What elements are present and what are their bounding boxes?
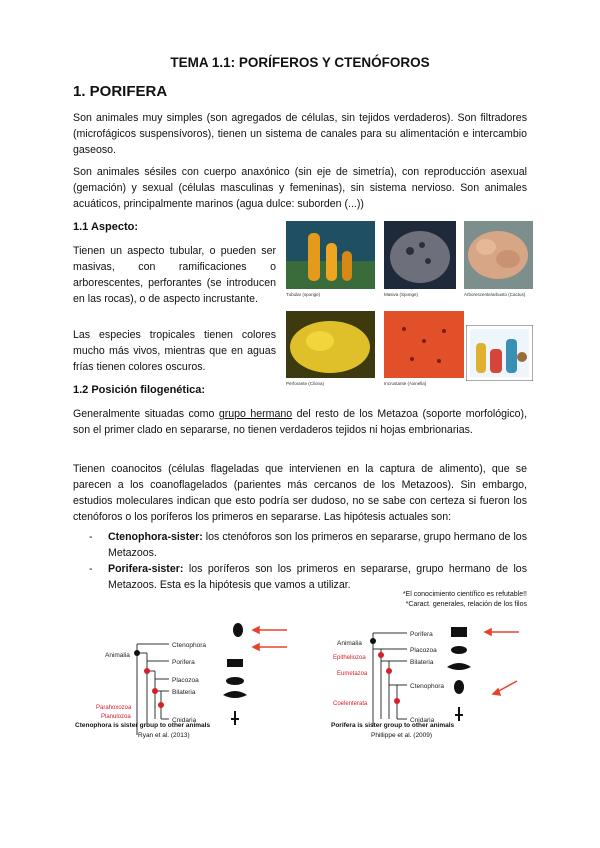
caption-tubular: Tubular (sponge) — [286, 292, 321, 297]
paragraph-aspect-forms: Tienen un aspecto tubular, o pueden ser masivas, con ramificaciones o arborescentes, perforantes (se introducen en las rocas), o de aspecto incrustante. — [73, 245, 276, 305]
tree2-taxon-placozoa: Placozoa — [410, 647, 437, 654]
ctenophora-silhouette-icon — [233, 623, 243, 637]
bilateria-silhouette-icon — [447, 663, 471, 670]
sponge-photo-grid — [286, 221, 533, 386]
placozoa-silhouette-icon — [226, 677, 244, 685]
cnidaria-silhouette-icon — [231, 711, 239, 725]
tree2-clade-epitheliozoa: Epitheliozoa — [333, 655, 366, 661]
subheading-phylogeny: 1.2 Posición filogenética: — [73, 384, 206, 396]
note-general-characteristics: *Caract. generales, relación de los filos — [405, 601, 527, 608]
tree1-taxon-bilateria: Bilateria — [172, 689, 196, 696]
caption-massive: Masiva (Sponge) — [384, 292, 419, 297]
caption-encrusting: Incrustante (Axinella) — [384, 381, 427, 386]
paragraph-choanocytes: Tienen coanocitos (células flageladas que intervienen en la captura de alimento), que se parecen a los coanoflagelados (parientes más cercanos de los Metazoos). Sin embargo, estudios moleculares indican que esto podría ser dudoso, no se sabe con certeza si fueron los ctenóforos o los poríferos los primeros en separarse. Las hipótesis actuales son: — [73, 463, 527, 523]
sister-group-term: grupo hermano — [218, 408, 293, 420]
massive-sponge-photo — [384, 221, 456, 289]
tree2-taxon-porifera: Porifera — [410, 631, 433, 638]
bullet-porifera-sister: - Porifera-sister: los poríferos son los primeros en separarse, grupo hermano de los Metazoos. Esta es la hipótesis que vamos a utilizar. — [89, 563, 527, 591]
caption-boring: Perforante (Cliona) — [286, 381, 325, 386]
tree1-taxon-porifera: Porifera — [172, 659, 195, 666]
tree2-citation: Phillippe et al. (2009) — [371, 732, 433, 739]
encrusting-sponge-photo — [384, 311, 464, 378]
tree1-clade-planulozoa: Planulozoa — [101, 714, 131, 720]
tree1-caption: Ctenophora is sister group to other animals — [75, 722, 211, 729]
tree1-citation: Ryan et al. (2013) — [138, 732, 190, 739]
paragraph-intro: Son animales muy simples (son agregados de células, sin tejidos verdaderos). Son filtradores (microfágicos suspensívoros), tienen un sistema de canales para su alimentación e intercambio gaseoso. — [73, 112, 527, 156]
page-title: TEMA 1.1: PORÍFEROS Y CTENÓFOROS — [170, 55, 430, 70]
tree2-clade-coelenterata: Coelenterata — [333, 701, 368, 707]
tubular-sponge-photo — [286, 221, 375, 289]
tree1-taxon-placozoa: Placozoa — [172, 677, 199, 684]
tree2-taxon-cnidaria: Cnidaria — [410, 717, 435, 724]
tree2-caption: Porifera is sister group to other animals — [331, 722, 455, 729]
tree1-taxon-ctenophora: Ctenophora — [172, 642, 206, 649]
paragraph-aspect-colors: Las especies tropicales tienen colores mucho más vivos, mientras que en aguas frías tienen colores oscuros. — [73, 329, 276, 373]
bullet-ctenophora-sister: - Ctenophora-sister: los ctenóforos son los primeros en separarse, grupo hermano de los Metazoos. — [89, 531, 527, 559]
section-heading-porifera: 1. PORIFERA — [73, 83, 168, 100]
tree2-root-label: Animalia — [337, 640, 362, 647]
bilateria-silhouette-icon — [223, 691, 247, 698]
arborescent-sponge-photo — [464, 221, 533, 289]
tree1-root-label: Animalia — [105, 652, 130, 659]
tree2-taxon-ctenophora: Ctenophora — [410, 683, 444, 690]
tree2-taxon-bilateria: Bilateria — [410, 659, 434, 666]
boring-sponge-photo — [286, 311, 375, 378]
sponge-illustration — [466, 325, 533, 381]
bullet-dash: - — [89, 531, 93, 543]
note-refutable: *El conocimiento científico es refutable!! — [402, 591, 527, 598]
placozoa-silhouette-icon — [451, 646, 467, 654]
caption-arborescent: Arborescente/arbusto (Cactus) — [464, 292, 526, 297]
ctenophora-sister-tree — [75, 615, 300, 745]
paragraph-characteristics: Son animales sésiles con cuerpo anaxónico (sin eje de simetría), con reproducción asexual (gemación) y sexual (células masculinas y femeninas), sin sistema nervioso. Son animales acuáticos, principalmente marinos (agua dulce: suborden (...)) — [73, 166, 527, 210]
paragraph-phylogeny-sister: Generalmente situadas como grupo hermano del resto de los Metazoa (soporte morfológico), son el primer clado en separarse, no tienen verdaderos tejidos ni hojas embrionarias. — [73, 408, 528, 436]
tree2-clade-eumetazoa: Eumetazoa — [337, 671, 368, 677]
cnidaria-silhouette-icon — [455, 707, 463, 721]
porifera-silhouette-icon — [227, 659, 243, 667]
porifera-silhouette-icon — [451, 627, 467, 637]
tree1-clade-parahoxozoa: Parahoxozoa — [96, 705, 132, 711]
bullet-dash: - — [89, 563, 93, 575]
subheading-aspect: 1.1 Aspecto: — [73, 221, 139, 233]
ctenophora-silhouette-icon — [454, 680, 464, 694]
porifera-sister-tree — [323, 615, 533, 745]
tree1-taxon-cnidaria: Cnidaria — [172, 717, 197, 724]
